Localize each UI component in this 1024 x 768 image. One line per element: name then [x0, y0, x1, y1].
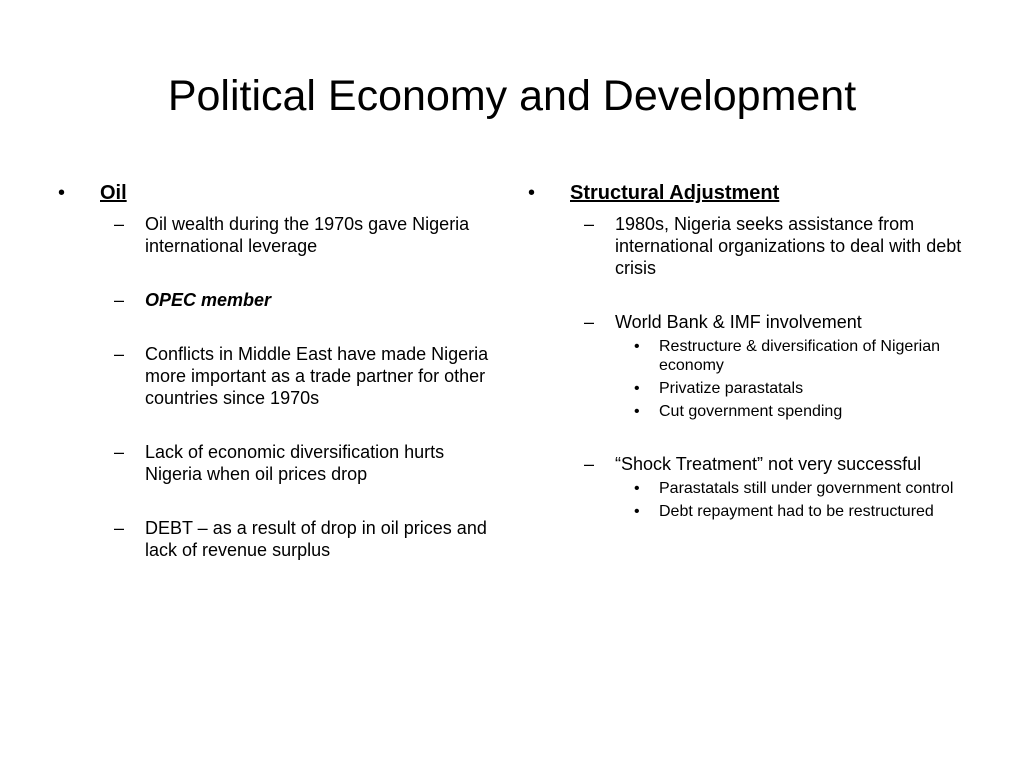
sub-bullet-text: Conflicts in Middle East have made Nigeria more important as a trade partner for other countries since 1970s [145, 344, 489, 408]
dash-marker: – [114, 518, 125, 538]
sub-bullet [56, 289, 506, 311]
sub-bullet-text: Lack of economic diversification hurts Nigeria when oil prices drop [145, 442, 445, 484]
sub-sub-bullet [526, 502, 971, 521]
sub-bullet [526, 213, 971, 279]
sub-bullet [526, 311, 971, 333]
dash-marker: – [114, 290, 125, 310]
dash-marker: – [114, 214, 125, 234]
sub-sub-bullet-text: Restructure & diversification of Nigerian economy [659, 338, 941, 374]
bullet-structural-adjustment [526, 181, 971, 205]
sub-bullet-text: World Bank & IMF involvement [615, 312, 862, 332]
bullet-marker: • [634, 480, 640, 497]
right-column [526, 181, 971, 521]
bullet-marker: • [58, 182, 66, 204]
dash-marker: – [114, 442, 125, 462]
slide-title: Political Economy and Development [167, 72, 857, 120]
sub-bullet [526, 453, 971, 475]
bullet-marker: • [634, 380, 640, 397]
sub-bullet [56, 441, 506, 485]
sub-bullet-text: 1980s, Nigeria seeks assistance from international organizations to deal with debt crisis [615, 214, 962, 278]
bullet-oil [56, 181, 506, 205]
left-column [56, 181, 506, 561]
sub-sub-bullet [526, 402, 971, 421]
sub-sub-bullet [526, 479, 971, 498]
dash-marker: – [584, 214, 595, 234]
sub-sub-bullet-text: Parastatals still under government control [659, 480, 954, 497]
sub-sub-bullet-text: Privatize parastatals [659, 380, 804, 397]
dash-marker: – [584, 312, 595, 332]
sub-bullet-text: “Shock Treatment” not very successful [615, 454, 922, 474]
sub-sub-bullet [526, 379, 971, 398]
bullet-heading: Oil [100, 182, 127, 204]
sub-bullet-text: DEBT – as a result of drop in oil prices and lack of revenue surplus [145, 518, 487, 560]
bullet-marker: • [634, 338, 640, 355]
sub-bullet [56, 343, 506, 409]
dash-marker: – [114, 344, 125, 364]
sub-bullet-text: OPEC member [145, 290, 272, 310]
bullet-marker: • [528, 182, 536, 204]
sub-bullet-text: Oil wealth during the 1970s gave Nigeria international leverage [145, 214, 470, 256]
bullet-marker: • [634, 503, 640, 520]
sub-sub-bullet-text: Debt repayment had to be restructured [659, 503, 934, 520]
bullet-marker: • [634, 403, 640, 420]
sub-sub-bullet-text: Cut government spending [659, 403, 843, 420]
sub-bullet [56, 517, 506, 561]
sub-bullet [56, 213, 506, 257]
sub-sub-bullet [526, 337, 971, 375]
bullet-heading: Structural Adjustment [570, 182, 780, 204]
dash-marker: – [584, 454, 595, 474]
